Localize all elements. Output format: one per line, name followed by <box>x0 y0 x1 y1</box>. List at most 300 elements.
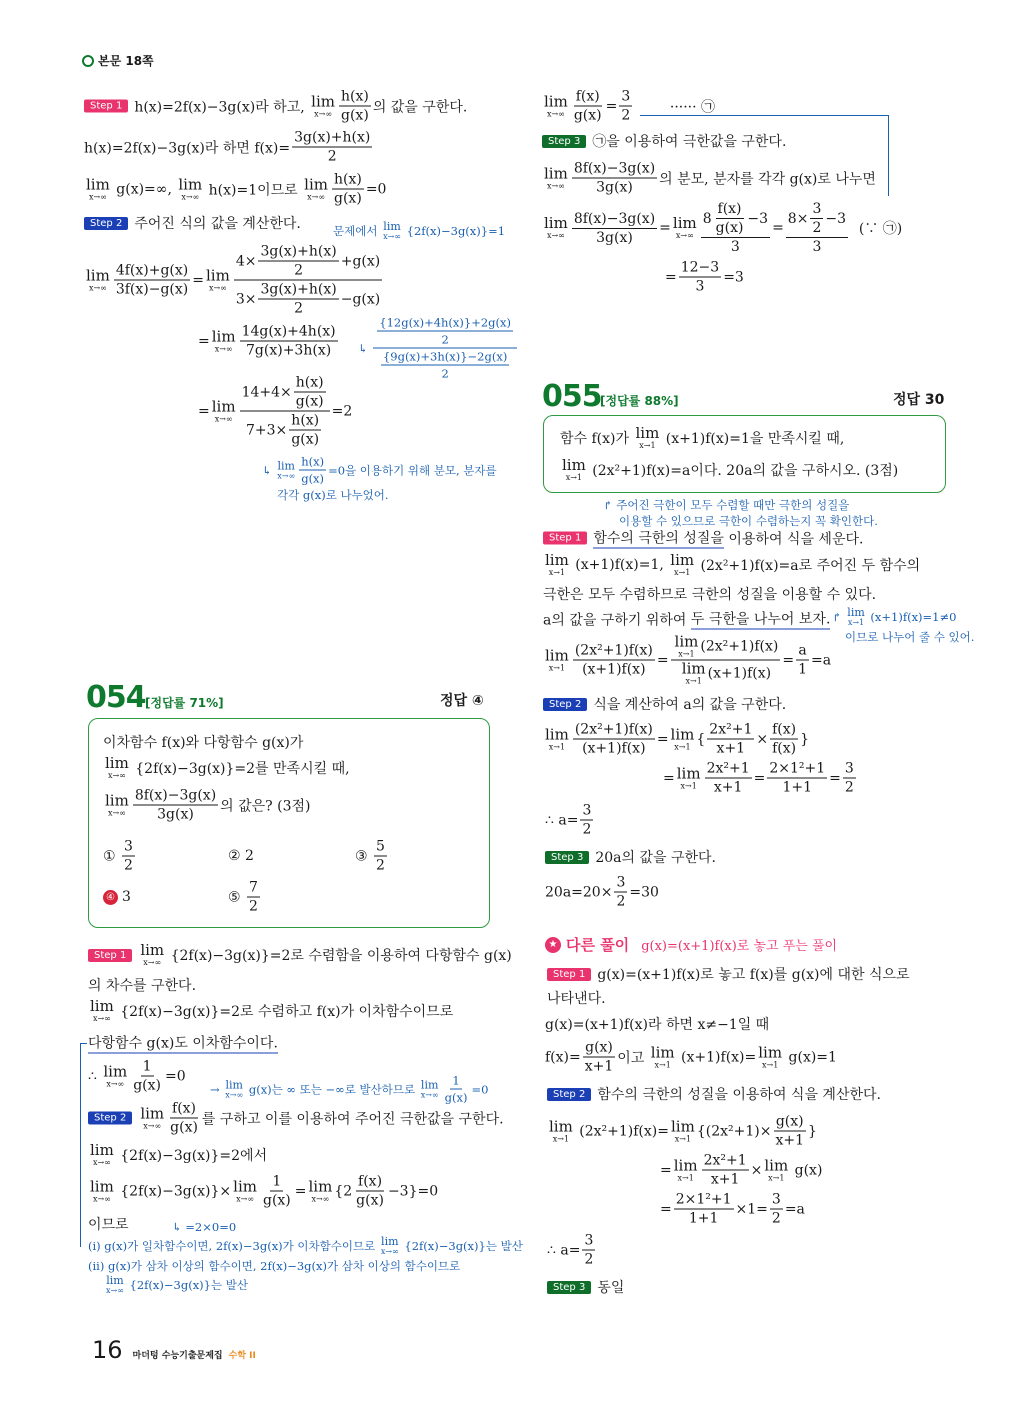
math-line <box>543 553 920 577</box>
text-run: = <box>660 1201 672 1217</box>
numerator <box>716 201 744 219</box>
text-run: ⑤ <box>228 889 246 905</box>
fraction <box>671 632 781 686</box>
text-run: ㉠을 이용하여 극한값을 구한다. <box>592 134 787 150</box>
step-badge: Step 3 <box>547 1281 591 1294</box>
math-line <box>547 1233 597 1268</box>
math-line <box>88 1033 278 1054</box>
fraction <box>701 201 770 255</box>
lim-label: lim <box>304 175 328 193</box>
lim-subscript: x→∞ <box>314 109 332 118</box>
numerator <box>332 172 364 190</box>
text-run: {9g(x)+3h(x)}−2g(x) <box>382 349 508 364</box>
text-run: 이용할 수 있으므로 극한이 수렴하는지 꼭 확인한다. <box>619 514 878 528</box>
annotation <box>832 607 956 627</box>
lim-label: lim <box>311 92 335 110</box>
fraction <box>374 839 387 874</box>
lim-label: lim <box>544 214 568 232</box>
text-run: ∴ a= <box>547 1242 581 1258</box>
text-run: 3 <box>844 760 854 777</box>
denominator <box>843 779 856 796</box>
lim-label: lim <box>308 1177 333 1195</box>
denominator <box>580 740 647 757</box>
lim-subscript: x→∞ <box>107 808 126 817</box>
step-line <box>84 89 467 124</box>
math-line <box>542 161 876 196</box>
math-line <box>663 761 858 796</box>
lim-subscript: x→1 <box>674 1134 692 1143</box>
denominator <box>714 219 746 236</box>
lim-subscript: x→∞ <box>546 181 565 190</box>
numerator <box>701 201 770 238</box>
limit <box>674 632 699 659</box>
fraction <box>773 1114 806 1149</box>
lim-subscript: x→1 <box>548 663 566 672</box>
text-run: ② 2 <box>228 848 254 864</box>
text-run: 이므로 <box>88 1217 129 1233</box>
text-run: = <box>656 731 669 747</box>
numerator <box>122 839 135 857</box>
denominator <box>131 1077 163 1094</box>
text-run: x+1 <box>716 740 746 757</box>
fraction <box>572 161 657 196</box>
text-run: =a <box>784 1201 805 1217</box>
text-run: 3g(x) <box>596 179 633 196</box>
limit <box>544 166 568 190</box>
limit <box>140 943 164 967</box>
text-run: = <box>782 652 795 668</box>
limit <box>381 1236 399 1256</box>
lim-subscript: x→∞ <box>546 109 565 118</box>
lim-subscript: x→1 <box>685 676 702 686</box>
text-run: f(x) <box>772 721 797 738</box>
fraction <box>131 1059 163 1094</box>
fraction <box>299 455 326 486</box>
text-run: 3 <box>621 88 631 105</box>
lim-label: lim <box>676 764 701 782</box>
fraction <box>168 1101 200 1136</box>
lim-subscript: x→∞ <box>214 344 233 353</box>
limit <box>105 793 129 817</box>
choice-1[interactable] <box>103 839 137 874</box>
limit <box>544 216 568 240</box>
fraction <box>377 316 513 347</box>
limit <box>545 727 569 751</box>
lim-subscript: x→1 <box>548 568 566 577</box>
text-run: (ii) g(x)가 삼차 이상의 함수이면, 2f(x)−3g(x)가 삼차 이상의 함수이므로 <box>88 1259 461 1273</box>
lim-label: lim <box>90 997 114 1015</box>
text-run: 7 <box>249 879 258 896</box>
denominator <box>770 1210 783 1227</box>
text-run: (x+1)f(x)=1≠0 <box>866 610 957 624</box>
text-run: g(x) <box>775 1113 804 1130</box>
text-run: 7+3× <box>246 422 288 438</box>
section-label: 본문 18쪽 <box>98 54 154 68</box>
text-run: = <box>772 220 784 236</box>
denominator <box>122 857 135 874</box>
text-run: 이차함수 f(x)와 다항함수 g(x)가 <box>103 735 304 751</box>
lim-subscript: x→∞ <box>107 771 126 780</box>
lim-subscript: x→1 <box>678 649 695 659</box>
text-run: 의 값은? (3점) <box>220 798 311 814</box>
page-footer <box>92 1336 256 1364</box>
text-run: } <box>800 731 810 747</box>
fraction <box>679 260 721 295</box>
lim-label: lim <box>681 659 706 678</box>
numerator <box>702 1153 749 1171</box>
text-run: (i) g(x)가 일차함수이면, 2f(x)−3g(x)가 이차함수이므로 <box>88 1239 379 1253</box>
text-run: 8 <box>702 210 712 227</box>
step-line <box>88 1101 504 1136</box>
text-run: g(x) <box>356 1192 384 1209</box>
text-run: → <box>210 1082 224 1096</box>
numerator <box>770 722 798 740</box>
lim-label: lim <box>544 92 568 110</box>
text-run: 이고 <box>617 1050 649 1066</box>
denominator <box>354 1192 386 1209</box>
lim-label: lim <box>205 266 230 284</box>
text-run: 함수의 극한의 성질을 이용하여 식을 계산한다. <box>597 1087 881 1103</box>
lim-label: lim <box>383 220 401 233</box>
lim-subscript: x→∞ <box>380 1247 399 1256</box>
text-run: f(x) <box>172 1100 197 1117</box>
text-run: 20a의 값을 구한다. <box>595 850 716 866</box>
denominator <box>339 107 371 124</box>
lim-subscript: x→∞ <box>307 192 325 201</box>
limit <box>421 1079 439 1099</box>
math-line <box>547 1114 817 1149</box>
text-run: g(x) <box>133 1077 161 1094</box>
step-badge: Step 2 <box>84 217 128 230</box>
text-run: 이므로 나누어 줄 수 있어. <box>845 630 975 644</box>
fraction <box>580 803 593 838</box>
lim-subscript: x→1 <box>768 1173 785 1182</box>
text-run: 3g(x)+h(x) <box>260 243 337 260</box>
step-badge: Step 1 <box>547 968 591 981</box>
step-badge: Step 3 <box>542 135 586 148</box>
numerator <box>671 632 781 661</box>
text-run: h(x) <box>333 171 362 188</box>
denominator <box>773 1132 806 1149</box>
limit <box>212 329 236 353</box>
text-run: 3× <box>235 291 257 307</box>
text-run: 의 값을 구한다. <box>372 99 468 115</box>
limit <box>545 553 569 577</box>
step-badge: Step 2 <box>88 1112 132 1125</box>
text-run: 4f(x)+g(x) <box>115 262 189 279</box>
text-run: =2 <box>331 403 353 419</box>
text-run: g(x)=(x+1)f(x)로 놓고 f(x)를 g(x)에 대한 식으로 <box>597 967 910 983</box>
choice-5[interactable] <box>228 880 262 915</box>
text-run: (∵ ㉠) <box>850 221 903 237</box>
text-run: } <box>808 1123 817 1139</box>
denominator <box>712 779 745 796</box>
text-run: =30 <box>629 884 659 900</box>
lim-label: lim <box>105 754 129 772</box>
text-run: ↳ <box>262 463 276 477</box>
text-run: x+1 <box>775 1132 804 1149</box>
lim-label: lim <box>758 1043 783 1061</box>
text-run: 동일 <box>597 1280 625 1296</box>
text-run: 2 <box>584 1251 594 1268</box>
denominator <box>374 857 387 874</box>
limit <box>106 1275 124 1295</box>
text-run: −3}=0 <box>387 1183 439 1199</box>
choice-2[interactable] <box>228 848 254 864</box>
text-run: h(x)=2f(x)−3g(x)라 하고, <box>134 99 310 115</box>
text-run: −3 <box>825 210 846 227</box>
text-run: 2 <box>621 107 631 124</box>
fraction <box>702 1153 749 1188</box>
text-run: =0 <box>365 181 387 197</box>
answer: 정답 ④ <box>440 693 484 709</box>
lim-subscript: x→1 <box>847 618 865 627</box>
text-run: ③ <box>355 848 373 864</box>
step-line <box>543 528 863 549</box>
step-line <box>545 847 716 867</box>
numerator <box>270 1174 283 1192</box>
text-run: ↳ <box>358 341 372 355</box>
text-run: 2 <box>376 857 385 874</box>
text-run: = <box>829 770 841 786</box>
math-group <box>375 316 515 347</box>
limit <box>562 458 586 482</box>
text-run: 5 <box>376 838 385 855</box>
math-line <box>88 999 453 1023</box>
limit <box>549 1119 573 1143</box>
math-line <box>545 803 595 838</box>
numerator <box>582 1233 595 1251</box>
lim-label: lim <box>86 175 110 193</box>
limit <box>212 399 236 423</box>
fraction <box>573 643 655 678</box>
step-badge: Step 1 <box>84 100 128 113</box>
denominator <box>729 238 742 255</box>
lim-label: lim <box>764 1156 789 1174</box>
math-line <box>198 375 352 448</box>
alt-solution-header <box>545 934 837 955</box>
step-line <box>547 964 910 984</box>
numerator <box>373 316 517 349</box>
text-run: =0 <box>164 1068 186 1084</box>
text-run: +g(x) <box>340 253 381 269</box>
fraction <box>240 375 330 448</box>
denominator <box>583 1058 616 1075</box>
limit <box>635 426 659 450</box>
lim-subscript: x→∞ <box>143 958 162 967</box>
lim-label: lim <box>233 1177 257 1195</box>
limit <box>90 999 114 1023</box>
text-run: 나타낸다. <box>547 991 606 1007</box>
text-run: (2x²+1)f(x)=a로 주어진 두 함수의 <box>696 558 921 574</box>
lim-label: lim <box>211 397 236 415</box>
text-run: ① <box>103 848 121 864</box>
text-run: = <box>665 269 677 285</box>
math-line <box>88 1059 186 1094</box>
fraction <box>573 722 655 757</box>
lim-subscript: x→∞ <box>236 1194 255 1203</box>
lim-label: lim <box>562 456 586 474</box>
math-group <box>788 201 846 236</box>
numerator <box>258 282 338 300</box>
fraction <box>258 282 338 317</box>
denominator <box>292 300 305 317</box>
limit <box>671 727 695 751</box>
numerator <box>619 89 632 107</box>
text-line <box>88 1214 129 1234</box>
math-line <box>545 1040 837 1075</box>
lim-label: lim <box>670 725 695 743</box>
answer: 정답 30 <box>893 392 945 408</box>
denominator <box>247 898 260 915</box>
lim-subscript: x→∞ <box>88 192 107 201</box>
math-line <box>88 1143 267 1167</box>
limit <box>311 94 335 118</box>
circle-bullet-icon <box>82 55 94 67</box>
fraction <box>258 244 338 279</box>
text-run: 1 <box>452 1073 460 1088</box>
text-run: ∴ <box>88 1068 102 1084</box>
fraction <box>292 130 372 165</box>
lim-subscript: x→1 <box>680 781 697 790</box>
lim-label: lim <box>105 791 129 809</box>
math-line <box>198 324 340 359</box>
step-line <box>543 694 786 714</box>
lim-label: lim <box>106 1274 124 1287</box>
denominator <box>234 281 382 317</box>
fraction <box>381 350 509 381</box>
lim-subscript: x→∞ <box>675 231 694 240</box>
text-run: 3g(x) <box>157 806 194 823</box>
question-line <box>103 756 350 780</box>
alt-subtitle: g(x)=(x+1)f(x)로 놓고 푸는 풀이 <box>641 939 838 954</box>
text-run: g(x) <box>295 393 324 410</box>
text-run: 극한은 모두 수렴하므로 극한의 성질을 이용할 수 있다. <box>543 587 877 603</box>
text-run: = <box>192 272 204 288</box>
text-run: (x+1)f(x) <box>582 661 646 678</box>
lim-subscript: x→∞ <box>181 192 200 201</box>
denominator <box>299 471 326 486</box>
limit <box>383 221 401 241</box>
text-run: 의 분모, 분자를 각각 g(x)로 나누면 <box>659 171 876 187</box>
numerator <box>133 788 218 806</box>
fraction <box>572 211 657 246</box>
limit <box>545 648 569 672</box>
text-run: 2 <box>812 220 822 236</box>
denominator <box>377 349 513 381</box>
math-line <box>665 260 744 295</box>
lim-label: lim <box>670 551 695 569</box>
lim-subscript: x→∞ <box>106 1079 125 1088</box>
text-run: 4× <box>235 253 257 269</box>
text-line <box>543 609 830 630</box>
math-group <box>236 282 380 317</box>
fraction <box>674 1192 734 1227</box>
step-badge: Step 3 <box>545 851 589 864</box>
text-run: (x+1)f(x)= <box>676 1049 757 1065</box>
math-group <box>242 375 328 410</box>
text-run: = <box>198 333 210 349</box>
limit <box>233 1179 257 1203</box>
alt-title: 다른 풀이 <box>566 936 630 954</box>
lim-subscript: x→∞ <box>92 1158 111 1167</box>
text-run: 3 <box>730 239 740 255</box>
math-line <box>543 722 809 757</box>
text-run: f(x) <box>358 1173 383 1190</box>
choice-3[interactable] <box>355 839 389 874</box>
denominator <box>678 661 773 686</box>
lim-label: lim <box>544 164 568 182</box>
math-group <box>703 201 768 236</box>
fraction <box>572 89 604 124</box>
denominator <box>261 1192 293 1209</box>
text-run: g(x)는 ∞ 또는 −∞로 발산하므로 <box>245 1082 419 1096</box>
text-run: 3 <box>812 239 822 255</box>
text-run: 2×1²+1 <box>769 760 826 777</box>
annotation <box>172 1220 236 1234</box>
text-run: 2 <box>771 1210 781 1227</box>
text-run: f(x)= <box>545 1049 581 1065</box>
annotation <box>333 221 505 241</box>
fraction <box>339 89 371 124</box>
text-run: g(x)=(x+1)f(x)라 하면 x≠−1일 때 <box>545 1017 770 1033</box>
lim-label: lim <box>674 632 699 651</box>
text-run: g(x)=∞, <box>111 181 177 197</box>
numerator <box>572 161 657 179</box>
math-line <box>84 172 386 207</box>
fraction <box>247 880 260 915</box>
lim-label: lim <box>140 1104 165 1122</box>
limit <box>847 607 864 627</box>
text-run: 8f(x)−3g(x) <box>573 160 656 177</box>
lim-subscript: x→1 <box>548 742 566 751</box>
text-run: 3g(x)+h(x) <box>260 281 337 298</box>
correct-rate: [정답률 88%] <box>600 394 679 408</box>
numerator <box>240 375 330 412</box>
step-line <box>547 1277 624 1297</box>
numerator <box>289 413 321 431</box>
fraction <box>583 1040 616 1075</box>
numerator <box>240 324 338 342</box>
denominator <box>687 1210 721 1227</box>
annotation <box>104 1275 248 1295</box>
lim-label: lim <box>549 1117 573 1135</box>
fraction <box>582 1233 595 1268</box>
underlined-text: 다항함수 g(x)도 이차함수이다. <box>88 1033 278 1054</box>
step-badge: Step 2 <box>547 1088 591 1101</box>
text-run: {2f(x)−3g(x)}× <box>115 1183 232 1199</box>
lim-subscript: x→∞ <box>214 414 233 423</box>
text-run: 2 <box>844 779 854 796</box>
numerator <box>170 1101 198 1119</box>
math-group <box>379 350 511 381</box>
question-line <box>103 732 303 752</box>
text-run: (2x²+1)f(x)= <box>574 1123 669 1139</box>
numerator <box>294 375 326 393</box>
choice-4[interactable] <box>103 889 131 905</box>
text-run: a <box>798 642 807 659</box>
lim-subscript: x→1 <box>639 441 656 450</box>
numerator <box>572 211 657 229</box>
text-run: 1 <box>798 661 808 678</box>
text-run: −g(x) <box>340 291 381 307</box>
denominator <box>572 107 604 124</box>
lim-label: lim <box>847 606 865 619</box>
math-group <box>680 659 772 686</box>
lim-label: lim <box>673 1156 698 1174</box>
text-run: {12g(x)+4h(x)}+2g(x) <box>379 315 511 330</box>
numerator <box>707 722 754 740</box>
